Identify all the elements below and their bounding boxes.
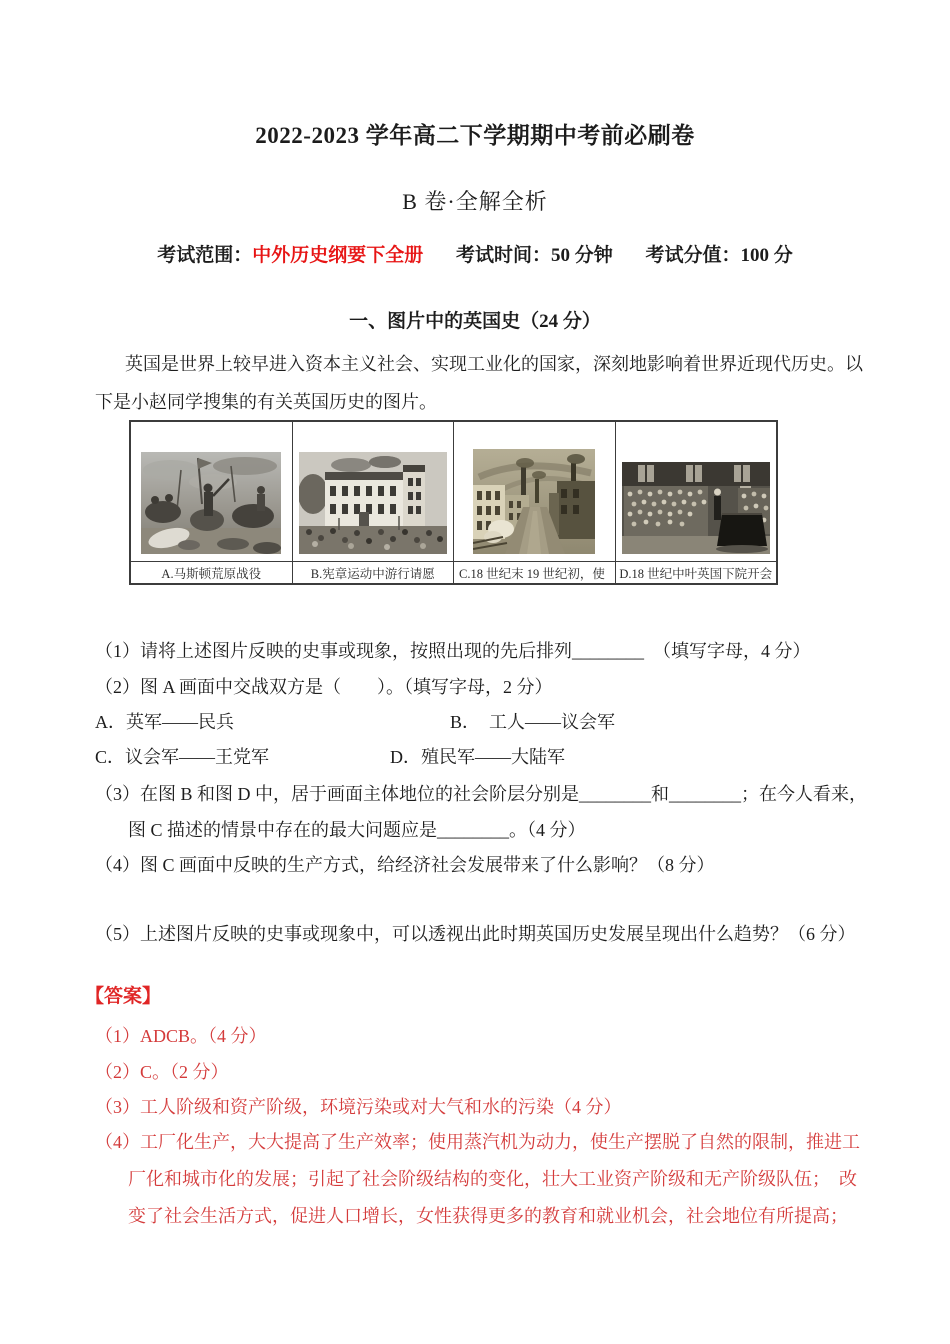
figure-cell-b <box>292 422 454 583</box>
question-4: （4）图 C 画面中反映的生产方式，给经济社会发展带来了什么影响？（8 分） <box>95 855 715 875</box>
figure-cell-a <box>131 422 292 583</box>
exam-scope <box>157 245 423 266</box>
intro-line-2: 下是小赵同学搜集的有关英国历史的图片。 <box>95 392 437 412</box>
question-3-line-1: （3）在图 B 和图 D 中，居于画面主体地位的社会阶层分别是________和________；在今人看来， <box>95 784 868 804</box>
question-2-option-b: B． 工人——议会军 <box>450 712 616 732</box>
industrial-canal-factory-painting <box>454 422 615 561</box>
figure-caption-b: B.宪章运动中游行请愿 <box>293 561 454 583</box>
exam-meta-line <box>0 243 950 269</box>
exam-time: 考试时间：50 分钟 <box>456 245 613 266</box>
house-of-commons-session-painting <box>616 422 777 561</box>
exam-scope-label: 考试范围： <box>157 245 253 266</box>
answer-4-line-2: 厂化和城市化的发展；引起了社会阶级结构的变化，壮大工业资产阶级和无产阶级队伍； 改 <box>128 1169 857 1189</box>
answer-4-line-3: 变了社会生活方式，促进人口增长，女性获得更多的教育和就业机会，社会地位有所提高； <box>128 1206 848 1226</box>
answer-4-line-1: （4）工厂化生产，大大提高了生产效率；使用蒸汽机为动力，使生产摆脱了自然的限制，推进工 <box>95 1132 860 1152</box>
figure-caption-d: D.18 世纪中叶英国下院开会 <box>616 561 777 583</box>
figure-caption-c: C.18 世纪末 19 世纪初，使 <box>454 561 615 583</box>
battle-of-marston-moor-painting <box>131 422 292 561</box>
question-5: （5）上述图片反映的史事或现象中，可以透视出此时期英国历史发展呈现出什么趋势？（6 分） <box>95 924 856 944</box>
intro-line-1: 英国是世界上较早进入资本主义社会、实现工业化的国家，深刻地影响着世界近现代历史。以 <box>125 354 863 374</box>
section-heading: 一、图片中的英国史（24 分） <box>349 311 601 332</box>
question-2: （2）图 A 画面中交战双方是（ ）。（填写字母，2 分） <box>95 677 553 697</box>
answer-3: （3）工人阶级和资产阶级，环境污染或对大气和水的污染（4 分） <box>95 1097 622 1117</box>
figure-table <box>129 420 778 585</box>
question-2-option-d: D．殖民军——大陆军 <box>390 747 565 767</box>
question-3-line-2: 图 C 描述的情景中存在的最大问题应是________。（4 分） <box>128 820 586 840</box>
figure-cell-d <box>615 422 777 583</box>
answer-1: （1）ADCB。（4 分） <box>95 1026 267 1046</box>
question-2-option-a: A．英军——民兵 <box>95 712 234 732</box>
figure-caption-a: A.马斯顿荒原战役 <box>131 561 292 583</box>
chartist-march-engraving <box>293 422 454 561</box>
figure-cell-c <box>453 422 615 583</box>
question-2-option-c: C．议会军——王党军 <box>95 747 270 767</box>
answers-header: 【答案】 <box>85 986 162 1007</box>
answer-2: （2）C。（2 分） <box>95 1062 229 1082</box>
question-1: （1）请将上述图片反映的史事或现象，按照出现的先后排列________ （填写字母，4 分） <box>95 641 811 661</box>
page-title: 2022-2023 学年高二下学期期中考前必刷卷 <box>255 123 695 148</box>
page-subtitle: B 卷·全解全析 <box>402 189 548 214</box>
exam-scope-value: 中外历史纲要下全册 <box>252 245 424 266</box>
exam-score: 考试分值：100 分 <box>645 245 793 266</box>
